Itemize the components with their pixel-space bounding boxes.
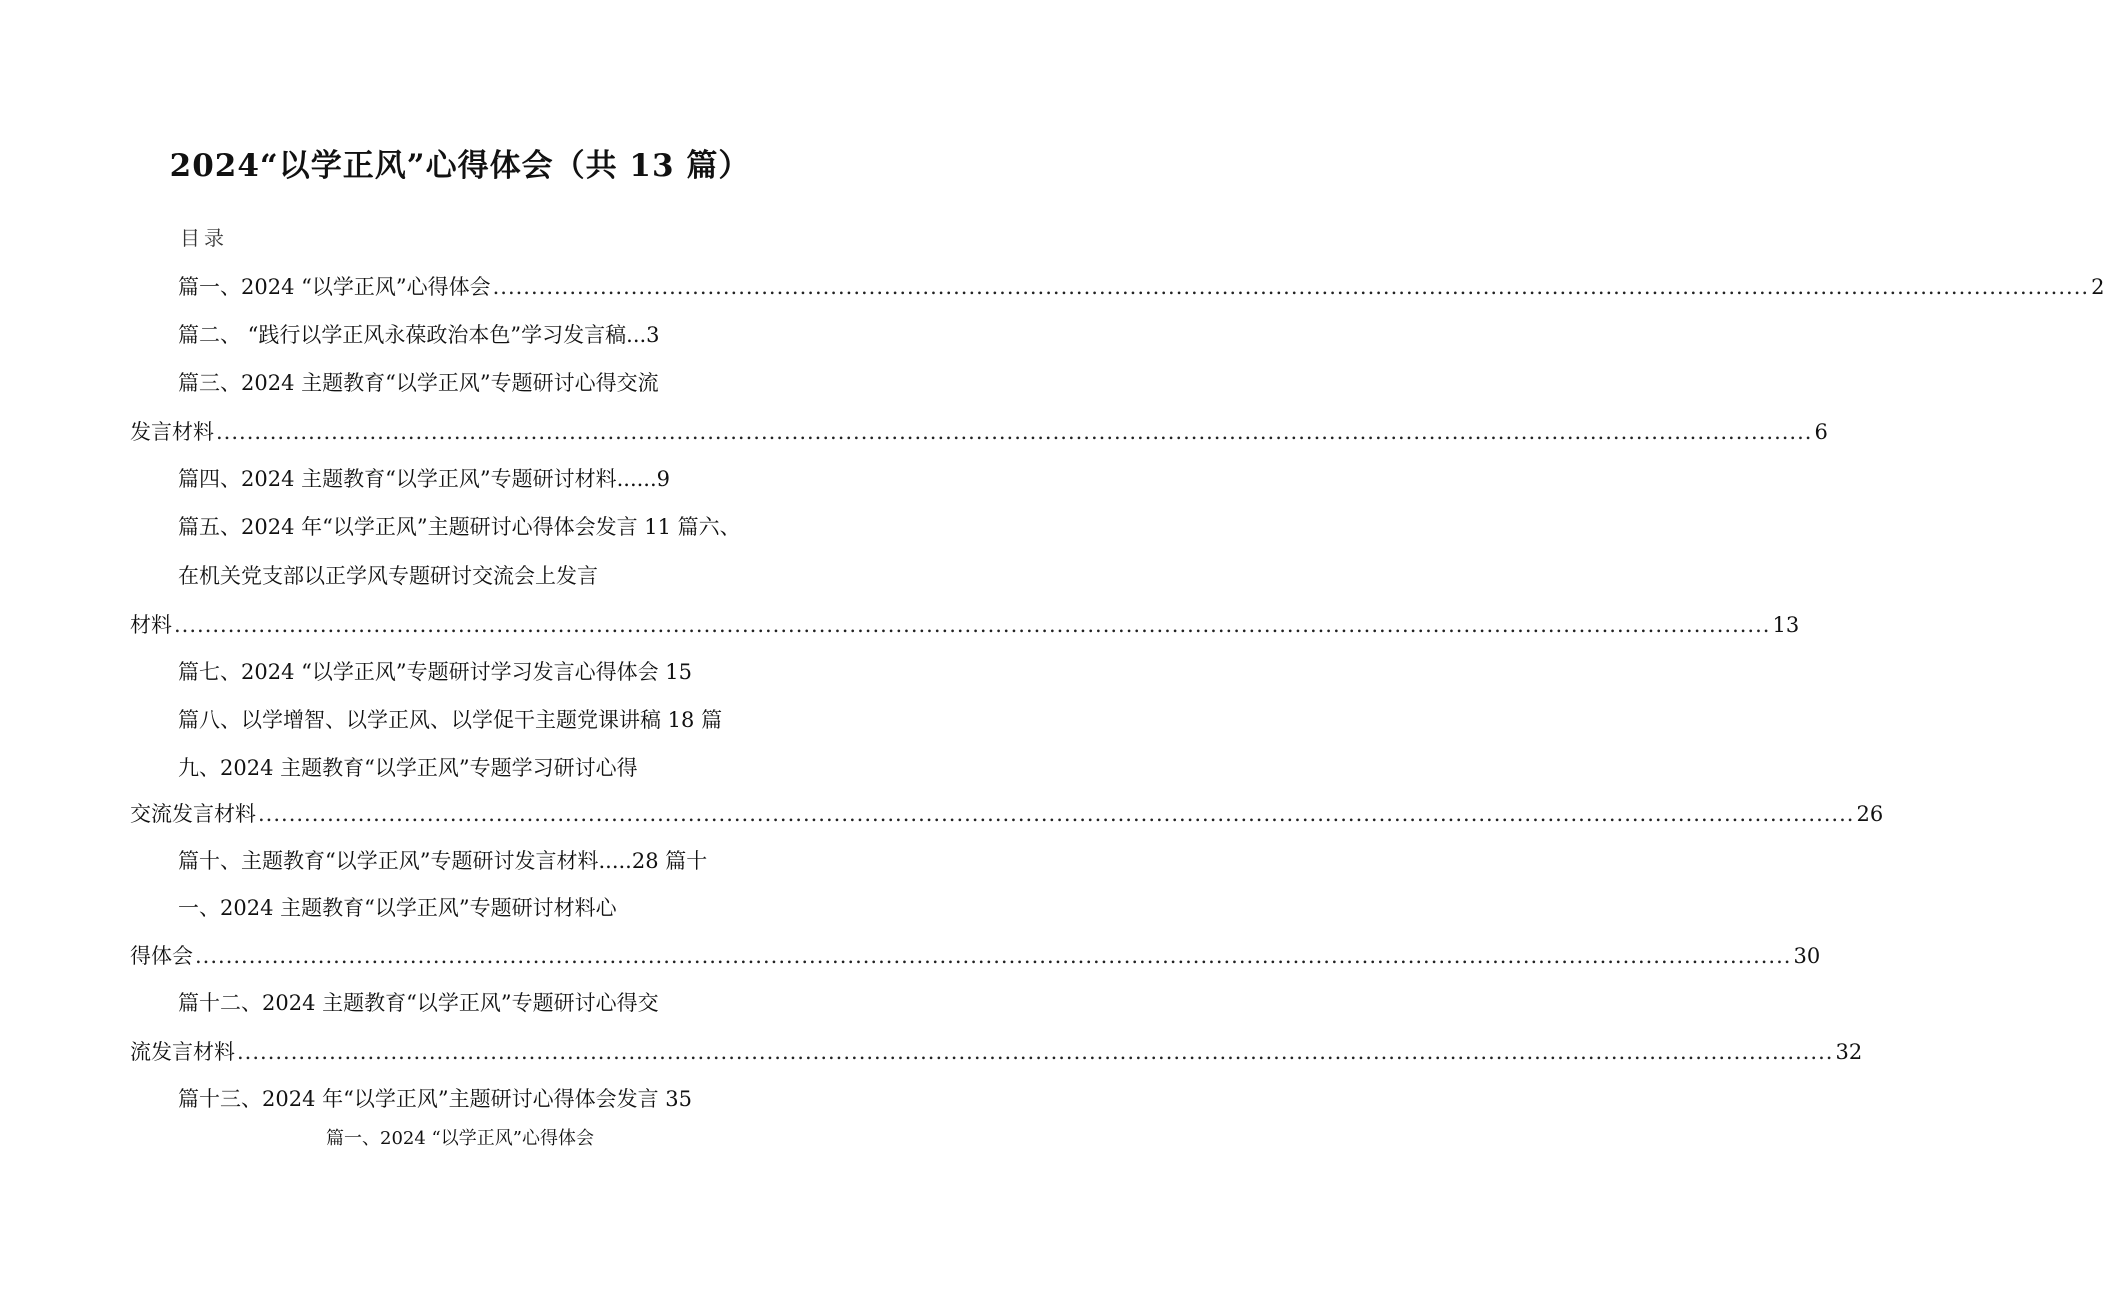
toc-entry-4[interactable]: 篇四、2024 主题教育“以学正风”专题研讨材料......9 [178, 467, 671, 491]
section-heading: 篇一、2024 “以学正风”心得体会 [326, 1128, 594, 1149]
toc-entry-3-line2[interactable] [130, 417, 1828, 447]
toc-entry-text: 流发言材料 [130, 1040, 235, 1064]
toc-entry-6-line3[interactable] [130, 610, 1800, 640]
leader-dots: ................................................................................................................................................................................................................ [237, 1040, 1834, 1064]
toc-entry-11-line3[interactable] [130, 941, 1821, 971]
leader-dots: ................................................................................................................................................................................................................ [258, 802, 1855, 826]
toc-page-number: 13 [1772, 613, 1800, 637]
toc-entry-text: 发言材料 [130, 420, 214, 444]
leader-dots: ................................................................................................................................................................................................................ [492, 275, 2090, 299]
toc-page-number: 2 [2091, 275, 2104, 299]
toc-entry-7[interactable]: 篇七、2024 “以学正风”专题研讨学习发言心得体会 15 [178, 660, 692, 684]
toc-page-number: 6 [1814, 420, 1828, 444]
toc-entry-text: 交流发言材料 [130, 802, 256, 826]
toc-entry-12-line2[interactable] [130, 1037, 1863, 1067]
toc-entry-9-line3[interactable] [130, 799, 1884, 829]
toc-entry-9-line2[interactable]: 九、2024 主题教育“以学正风”专题学习研讨心得 [178, 756, 638, 780]
toc-entry-1[interactable] [178, 272, 2104, 302]
leader-dots: ................................................................................................................................................................................................................ [174, 613, 1771, 637]
leader-dots: ................................................................................................................................................................................................................ [216, 420, 1813, 444]
toc-entry-6-line2[interactable]: 在机关党支部以正学风专题研讨交流会上发言 [178, 564, 598, 588]
toc-entry-8-line1[interactable]: 篇八、以学增智、以学正风、以学促干主题党课讲稿 18 篇 [178, 708, 723, 732]
toc-page-number: 30 [1793, 944, 1821, 968]
toc-entry-text: 得体会 [130, 944, 193, 968]
toc-entry-text: 材料 [130, 613, 172, 637]
toc-entry-3-line1[interactable]: 篇三、2024 主题教育“以学正风”专题研讨心得交流 [178, 371, 659, 395]
leader-dots: ................................................................................................................................................................................................................ [195, 944, 1792, 968]
toc-page-number: 26 [1856, 802, 1884, 826]
toc-entry-text: 篇一、2024 “以学正风”心得体会 [178, 275, 491, 299]
toc-entry-5-line1[interactable]: 篇五、2024 年“以学正风”主题研讨心得体会发言 11 篇六、 [178, 515, 741, 539]
toc-entry-11-line2[interactable]: 一、2024 主题教育“以学正风”专题研讨材料心 [178, 896, 617, 920]
toc-entry-2[interactable]: 篇二、 “践行以学正风永葆政治本色”学习发言稿...3 [178, 323, 660, 347]
toc-heading: 目录 [180, 226, 228, 250]
toc-entry-12-line1[interactable]: 篇十二、2024 主题教育“以学正风”专题研讨心得交 [178, 991, 659, 1015]
document-title: 2024“以学正风”心得体会（共 13 篇） [169, 148, 751, 184]
toc-page-number: 32 [1835, 1040, 1863, 1064]
toc-entry-13[interactable]: 篇十三、2024 年“以学正风”主题研讨心得体会发言 35 [178, 1087, 692, 1111]
toc-entry-10-line1[interactable]: 篇十、主题教育“以学正风”专题研讨发言材料.....28 篇十 [178, 849, 708, 873]
